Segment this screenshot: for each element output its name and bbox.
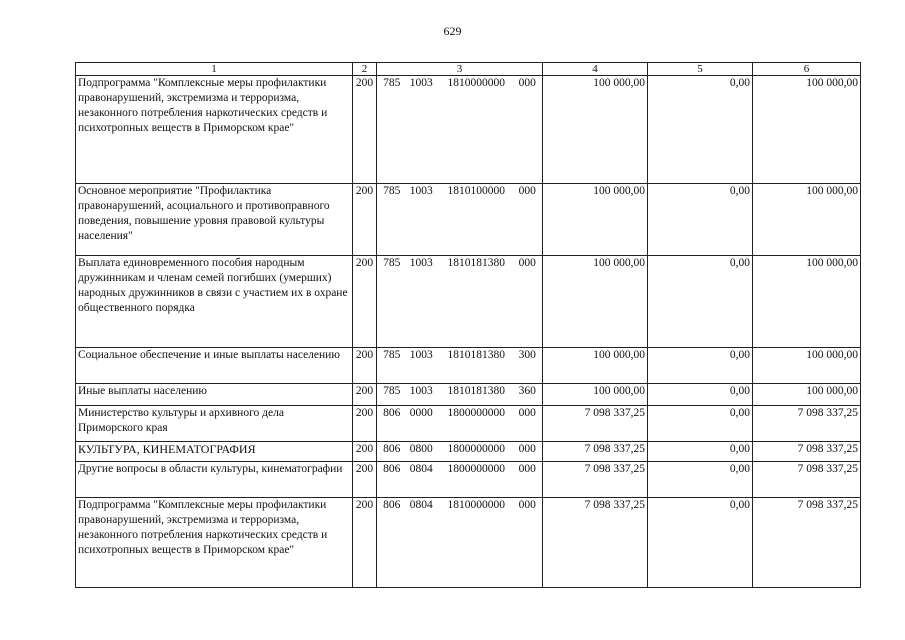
table-row: [76, 76, 861, 184]
header-col-5: 5: [648, 63, 753, 76]
code-vr: 000: [518, 77, 536, 89]
header-row: [76, 63, 861, 76]
code-ved: 806: [383, 407, 401, 419]
row-col2: 200: [353, 348, 377, 384]
code-razd: 0804: [409, 499, 433, 511]
row-col2: 200: [353, 76, 377, 184]
code-csr: 1810100000: [447, 185, 505, 197]
row-col5: 0,00: [648, 462, 753, 498]
row-name: Министерство культуры и архивного дела Приморского края: [76, 406, 353, 442]
row-col2: 200: [353, 498, 377, 588]
row-codes: [377, 442, 543, 462]
row-codes: [377, 184, 543, 256]
code-razd: 0800: [409, 443, 433, 455]
table-row: [76, 462, 861, 498]
code-razd: 0000: [409, 407, 433, 419]
row-col6: 7 098 337,25: [753, 406, 861, 442]
code-ved: 785: [383, 385, 401, 397]
row-col4: 7 098 337,25: [543, 406, 648, 442]
code-ved: 806: [383, 463, 401, 475]
row-col2: 200: [353, 462, 377, 498]
row-name: Подпрограмма "Комплексные меры профилактики правонарушений, экстремизма и терроризма, незаконного потребления наркотических средств и психотропных веществ в Приморском крае": [76, 498, 353, 588]
code-razd: 1003: [409, 77, 433, 89]
code-csr: 1810000000: [447, 77, 505, 89]
row-col5: 0,00: [648, 498, 753, 588]
row-name: Социальное обеспечение и иные выплаты населению: [76, 348, 353, 384]
page-number: 629: [443, 24, 462, 38]
row-name: Основное мероприятие "Профилактика правонарушений, асоциального и противоправного поведения, повышение уровня правовой культуры населения": [76, 184, 353, 256]
code-vr: 000: [518, 499, 536, 511]
row-col4: 7 098 337,25: [543, 498, 648, 588]
table-row: [76, 256, 861, 348]
row-col5: 0,00: [648, 406, 753, 442]
table-row: [76, 184, 861, 256]
row-col6: 7 098 337,25: [753, 498, 861, 588]
code-vr: 000: [518, 407, 536, 419]
code-razd: 1003: [409, 349, 433, 361]
row-col5: 0,00: [648, 442, 753, 462]
table-row: [76, 442, 861, 462]
code-csr: 1810181380: [447, 257, 505, 269]
code-vr: 000: [518, 463, 536, 475]
header-col-3: 3: [377, 63, 543, 76]
table-row: [76, 348, 861, 384]
row-col5: 0,00: [648, 76, 753, 184]
row-codes: [377, 498, 543, 588]
row-col4: 7 098 337,25: [543, 442, 648, 462]
code-csr: 1810181380: [447, 349, 505, 361]
code-csr: 1800000000: [447, 443, 505, 455]
row-col4: 100 000,00: [543, 184, 648, 256]
row-codes: [377, 406, 543, 442]
row-col6: 100 000,00: [753, 76, 861, 184]
row-col6: 100 000,00: [753, 384, 861, 406]
code-razd: 1003: [409, 385, 433, 397]
row-col2: 200: [353, 442, 377, 462]
row-col2: 200: [353, 256, 377, 348]
row-col4: 100 000,00: [543, 256, 648, 348]
table-row: [76, 384, 861, 406]
budget-table: [75, 62, 861, 588]
row-col6: 100 000,00: [753, 256, 861, 348]
code-razd: 0804: [409, 463, 433, 475]
code-ved: 785: [383, 185, 401, 197]
table-row: [76, 498, 861, 588]
code-vr: 000: [518, 443, 536, 455]
row-name: Подпрограмма "Комплексные меры профилактики правонарушений, экстремизма и терроризма, незаконного потребления наркотических средств и психотропных веществ в Приморском крае": [76, 76, 353, 184]
row-name: Иные выплаты населению: [76, 384, 353, 406]
row-col6: 7 098 337,25: [753, 462, 861, 498]
code-csr: 1810000000: [447, 499, 505, 511]
code-ved: 785: [383, 349, 401, 361]
code-csr: 1800000000: [447, 463, 505, 475]
row-col2: 200: [353, 406, 377, 442]
row-codes: [377, 76, 543, 184]
code-razd: 1003: [409, 257, 433, 269]
row-col6: 7 098 337,25: [753, 442, 861, 462]
code-csr: 1810181380: [447, 385, 505, 397]
row-col5: 0,00: [648, 384, 753, 406]
row-codes: [377, 462, 543, 498]
code-ved: 806: [383, 443, 401, 455]
row-name: Выплата единовременного пособия народным дружинникам и членам семей погибших (умерших) народных дружинников в связи с участием их в охране общественного порядка: [76, 256, 353, 348]
header-col-2: 2: [353, 63, 377, 76]
code-vr: 000: [518, 185, 536, 197]
code-vr: 000: [518, 257, 536, 269]
row-name: Другие вопросы в области культуры, кинематографии: [76, 462, 353, 498]
row-codes: [377, 256, 543, 348]
row-col5: 0,00: [648, 184, 753, 256]
row-col5: 0,00: [648, 256, 753, 348]
code-vr: 300: [518, 349, 536, 361]
header-col-6: 6: [753, 63, 861, 76]
code-ved: 806: [383, 499, 401, 511]
code-razd: 1003: [409, 185, 433, 197]
header-col-1: 1: [76, 63, 353, 76]
code-vr: 360: [518, 385, 536, 397]
row-col4: 100 000,00: [543, 76, 648, 184]
row-col4: 100 000,00: [543, 384, 648, 406]
row-codes: [377, 348, 543, 384]
code-ved: 785: [383, 257, 401, 269]
header-col-4: 4: [543, 63, 648, 76]
code-csr: 1800000000: [447, 407, 505, 419]
row-col5: 0,00: [648, 348, 753, 384]
row-codes: [377, 384, 543, 406]
code-ved: 785: [383, 77, 401, 89]
row-name: КУЛЬТУРА, КИНЕМАТОГРАФИЯ: [76, 442, 353, 462]
row-col4: 100 000,00: [543, 348, 648, 384]
row-col2: 200: [353, 184, 377, 256]
row-col2: 200: [353, 384, 377, 406]
row-col4: 7 098 337,25: [543, 462, 648, 498]
row-col6: 100 000,00: [753, 184, 861, 256]
table-row: [76, 406, 861, 442]
row-col6: 100 000,00: [753, 348, 861, 384]
